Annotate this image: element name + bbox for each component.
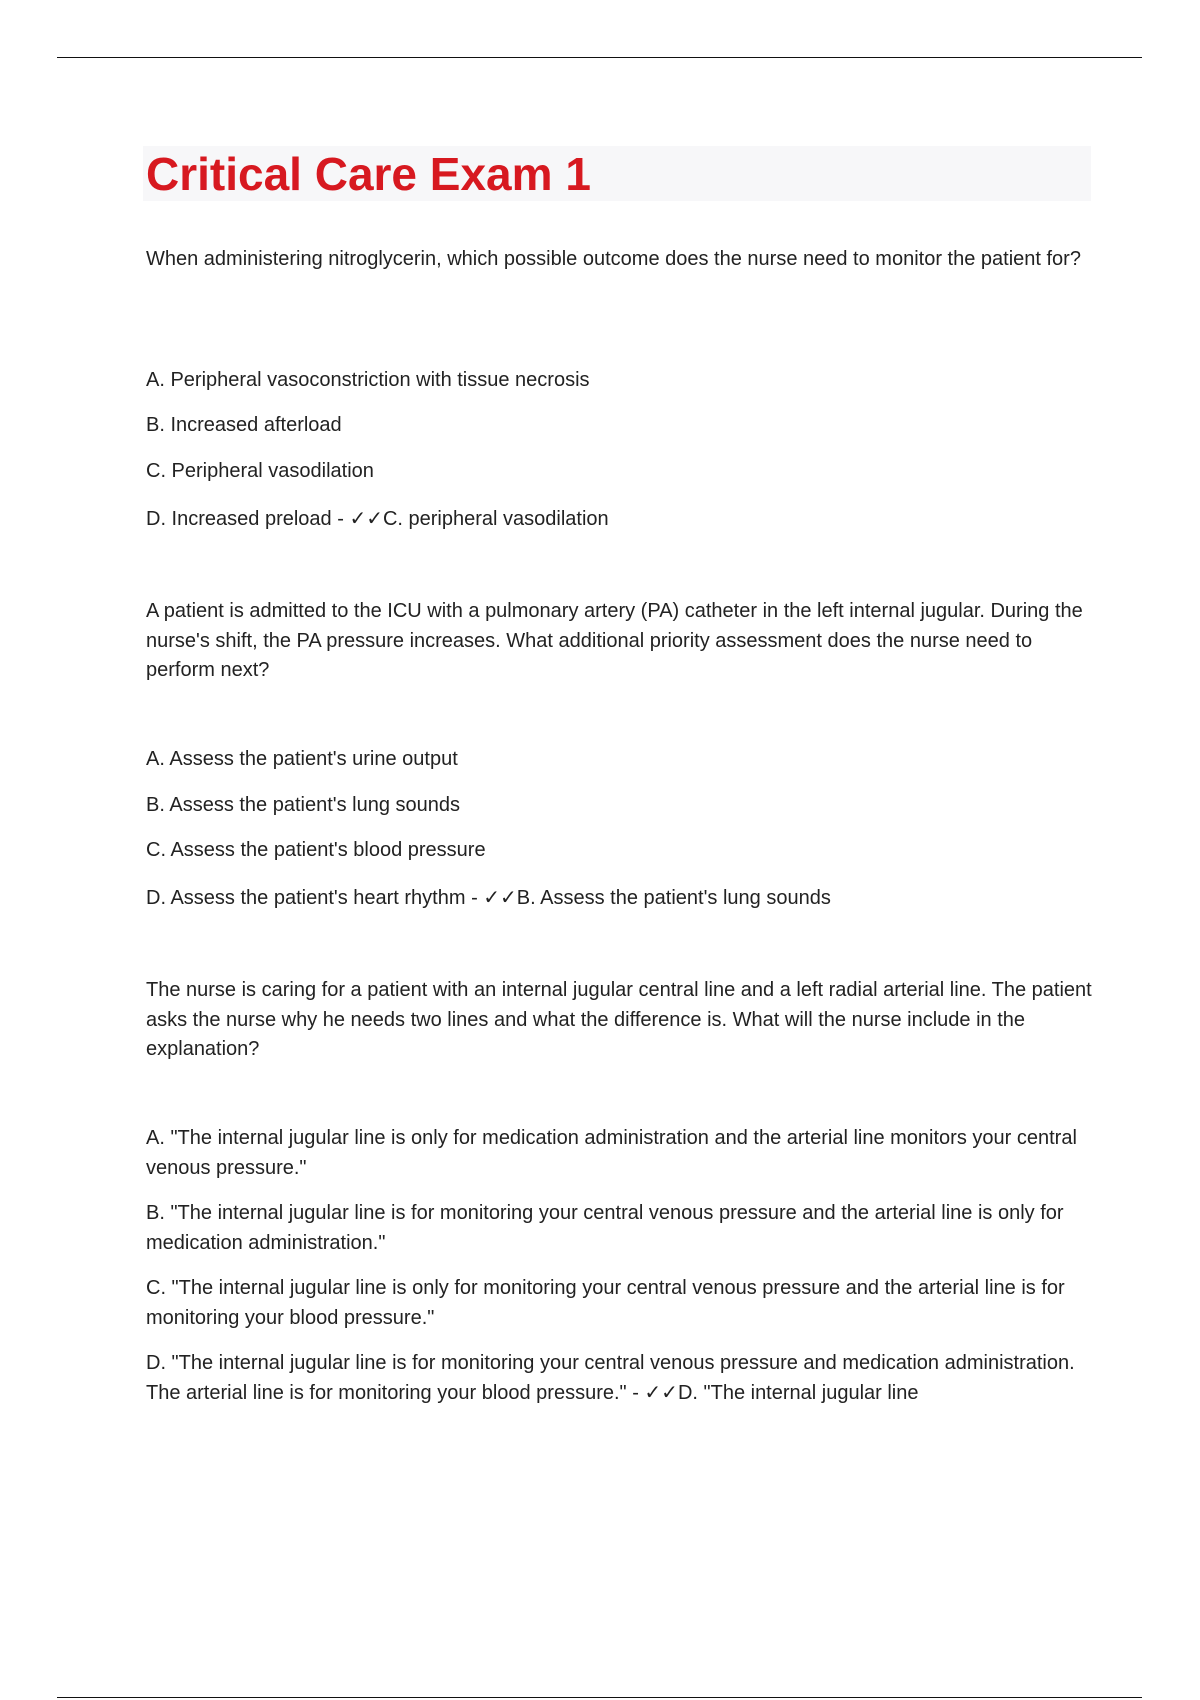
- question-3-option-a: A. "The internal jugular line is only for medication administration and the arterial line monitors your central venous pressure.": [146, 1127, 1077, 1179]
- bottom-rule: [57, 1697, 1142, 1698]
- question-3-option-d-answer: D. "The internal jugular line is for monitoring your central venous pressure and medication administration. The arterial line is for monitoring your blood pressure." - ✓✓D. "The internal jugular line: [146, 1352, 1075, 1404]
- question-1-option-c: C. Peripheral vasodilation: [146, 460, 374, 482]
- question-2-option-d-answer: D. Assess the patient's heart rhythm - ✓✓B. Assess the patient's lung sounds: [146, 887, 831, 909]
- question-3-prompt: The nurse is caring for a patient with an internal jugular central line and a left radial arterial line. The patient asks the nurse why he needs two lines and what the difference is. What will the nurse include in the explanation?: [146, 979, 1092, 1060]
- question-1-prompt: When administering nitroglycerin, which possible outcome does the nurse need to monitor the patient for?: [146, 248, 1081, 270]
- top-rule: [57, 57, 1142, 58]
- question-2-option-c: C. Assess the patient's blood pressure: [146, 839, 486, 861]
- question-2-prompt: A patient is admitted to the ICU with a pulmonary artery (PA) catheter in the left internal jugular. During the nurse's shift, the PA pressure increases. What additional priority assessment does the nurse need to perform next?: [146, 600, 1083, 681]
- question-1-option-b: B. Increased afterload: [146, 414, 342, 436]
- question-2-option-a: A. Assess the patient's urine output: [146, 748, 458, 770]
- question-1-option-d-answer: D. Increased preload - ✓✓C. peripheral vasodilation: [146, 508, 609, 530]
- question-3-option-c: C. "The internal jugular line is only for monitoring your central venous pressure and the arterial line is for monitoring your blood pressure.": [146, 1277, 1065, 1329]
- page-title: Critical Care Exam 1: [146, 148, 591, 200]
- question-1-option-a: A. Peripheral vasoconstriction with tissue necrosis: [146, 369, 590, 391]
- question-3-option-b: B. "The internal jugular line is for monitoring your central venous pressure and the arterial line is only for medication administration.": [146, 1202, 1064, 1254]
- question-2-option-b: B. Assess the patient's lung sounds: [146, 794, 461, 816]
